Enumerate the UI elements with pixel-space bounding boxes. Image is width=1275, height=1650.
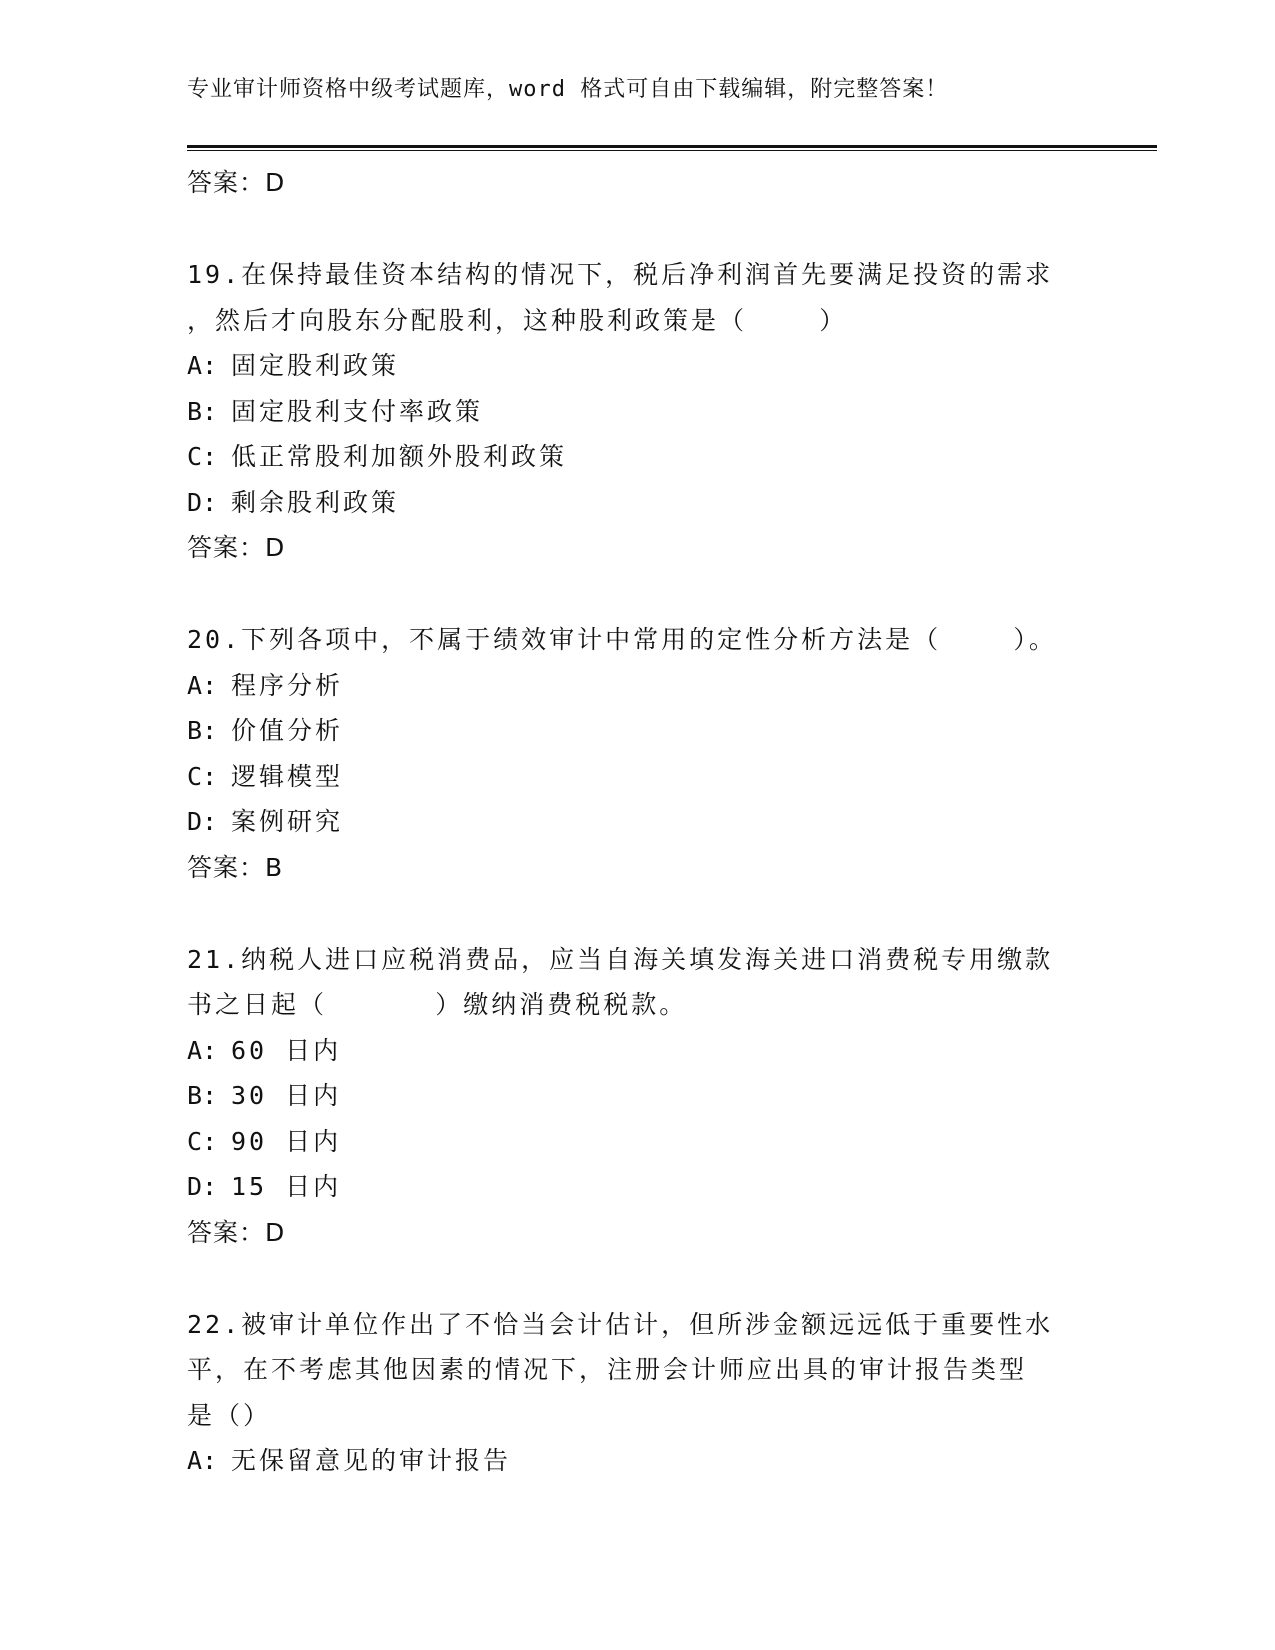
question-stem-line: 平，在不考虑其他因素的情况下，注册会计师应出具的审计报告类型	[187, 1355, 1028, 1384]
option-text: 价值分析	[231, 716, 344, 745]
option-text: 90 日内	[231, 1126, 342, 1156]
question-stem-line: 20.下列各项中，不属于绩效审计中常用的定性分析方法是（ ）。	[187, 625, 1057, 654]
option-text: 剩余股利政策	[231, 487, 400, 517]
answer-line: 答案：B	[187, 852, 284, 882]
option-text: 30 日内	[231, 1081, 342, 1110]
question-stem-line: 书之日起（ ）缴纳消费税税款。	[187, 990, 688, 1019]
question-block	[187, 252, 1157, 571]
question-stem-line: 21.纳税人进口应税消费品，应当自海关填发海关进口消费税专用缴款	[187, 944, 1054, 974]
option-text: 无保留意见的审计报告	[231, 1446, 512, 1475]
answer-option	[187, 1028, 1157, 1074]
answer-option	[187, 754, 1157, 800]
option-letter: C:	[187, 442, 218, 471]
option-text: 60 日内	[231, 1035, 342, 1065]
answer-option	[187, 1438, 1157, 1484]
option-letter: B:	[187, 1081, 218, 1110]
option-text: 低正常股利加额外股利政策	[231, 442, 568, 471]
header-divider	[187, 145, 1157, 151]
answer-option	[187, 663, 1157, 709]
answer-option	[187, 708, 1157, 754]
option-letter: B:	[187, 716, 218, 745]
option-letter: A:	[187, 351, 218, 380]
answer-line: 答案：D	[187, 168, 286, 197]
answer-option	[187, 1119, 1157, 1165]
question-list	[187, 252, 1157, 1484]
option-text: 逻辑模型	[231, 761, 344, 791]
document-page	[187, 0, 1157, 1650]
answer-option	[187, 389, 1157, 435]
answer-option	[187, 799, 1157, 845]
answer-option	[187, 434, 1157, 480]
question-block	[187, 1302, 1157, 1484]
answer-option	[187, 1073, 1157, 1119]
question-stem-line: 19.在保持最佳资本结构的情况下，税后净利润首先要满足投资的需求	[187, 260, 1054, 289]
option-text: 程序分析	[231, 670, 344, 700]
option-letter: D:	[187, 1172, 218, 1201]
option-letter: D:	[187, 807, 218, 836]
option-letter: C:	[187, 1126, 218, 1156]
option-letter: A:	[187, 670, 218, 700]
answer-option	[187, 480, 1157, 526]
question-stem-line: 22.被审计单位作出了不恰当会计估计，但所涉金额远远低于重要性水	[187, 1309, 1054, 1339]
answer-line: 答案：D	[187, 533, 286, 562]
option-letter: A:	[187, 1035, 218, 1065]
option-text: 固定股利政策	[231, 351, 400, 380]
answer-option	[187, 343, 1157, 389]
answer-option	[187, 1164, 1157, 1210]
option-text: 15 日内	[231, 1172, 342, 1201]
question-stem-line: ，然后才向股东分配股利，这种股利政策是（ ）	[187, 305, 848, 335]
option-text: 固定股利支付率政策	[231, 396, 484, 426]
option-text: 案例研究	[231, 807, 344, 836]
option-letter: D:	[187, 487, 218, 517]
answer-line: 答案：D	[187, 1217, 286, 1247]
document-content	[187, 160, 1157, 1484]
option-letter: B:	[187, 396, 218, 426]
question-block	[187, 617, 1157, 891]
question-stem-line: 是（）	[187, 1400, 272, 1430]
page-header-text: 专业审计师资格中级考试题库，word 格式可自由下载编辑，附完整答案！	[187, 77, 949, 102]
question-block	[187, 937, 1157, 1256]
option-letter: C:	[187, 761, 218, 791]
option-letter: A:	[187, 1446, 218, 1475]
